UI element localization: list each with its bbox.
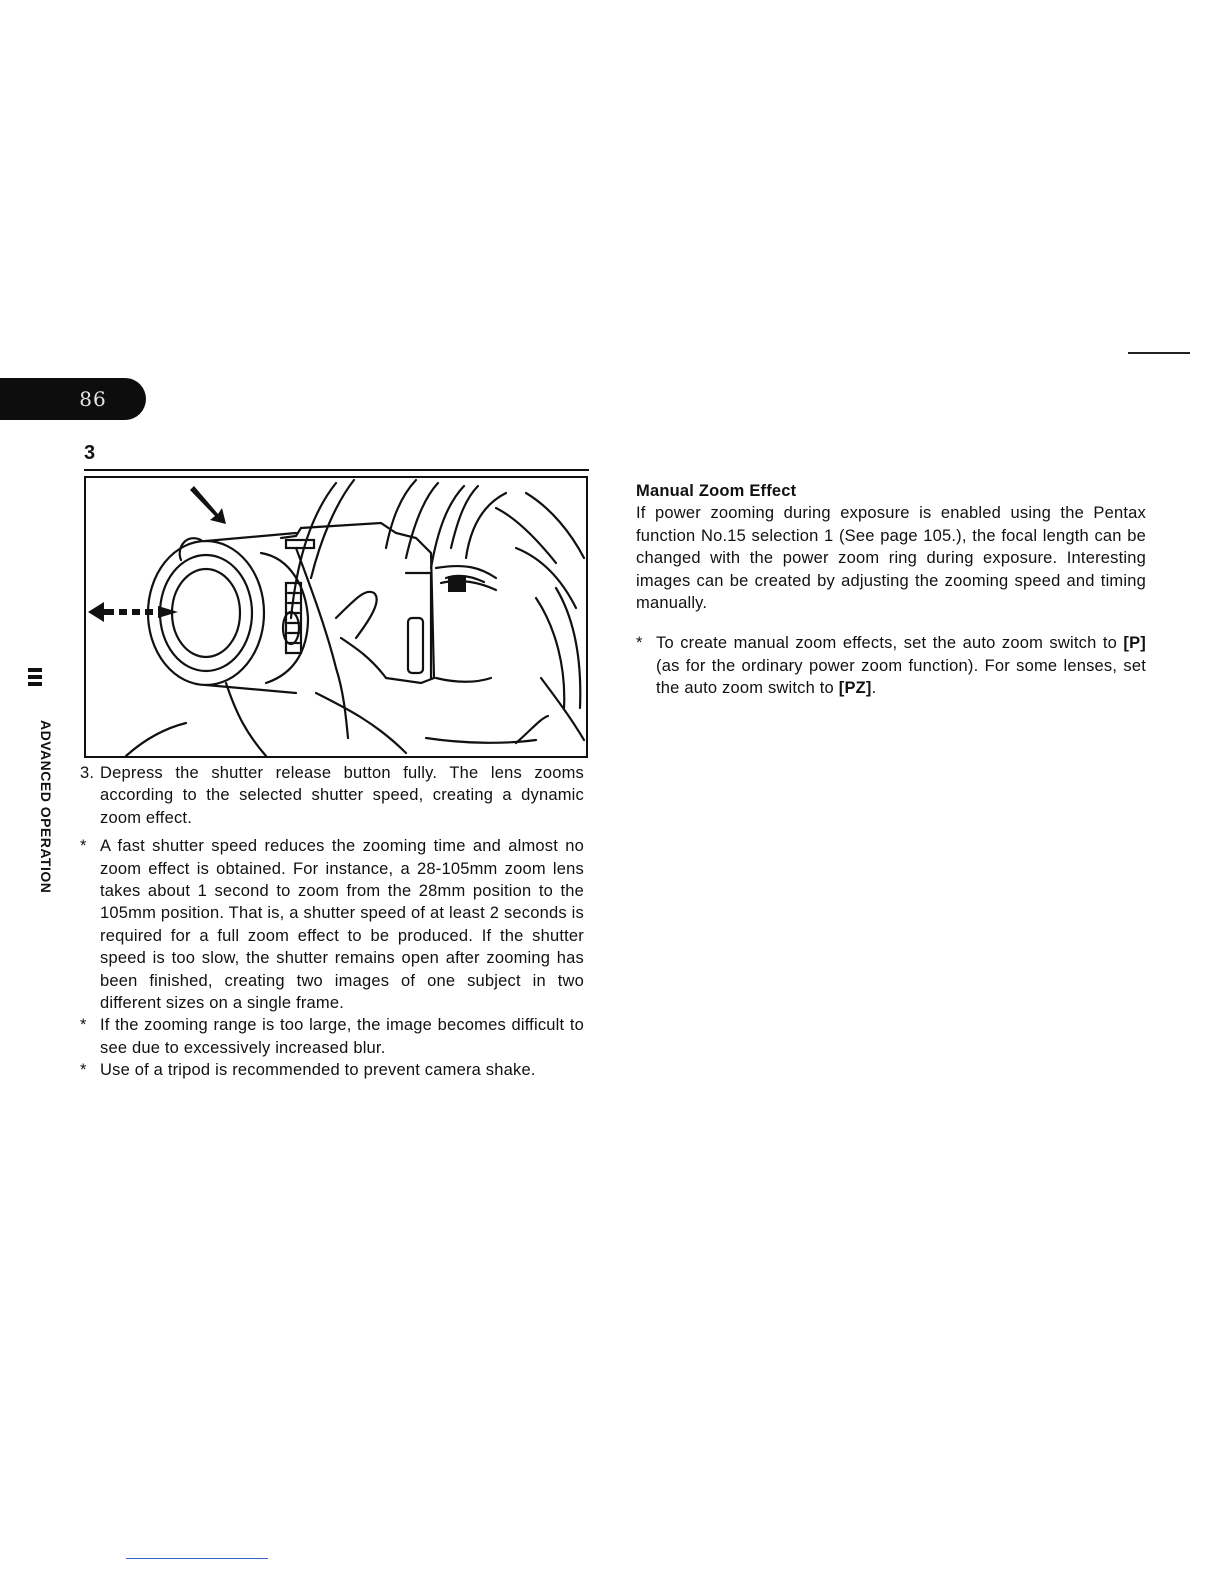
zoom-direction-arrow-icon (88, 602, 178, 622)
page-number: 86 (79, 387, 107, 411)
notes-list (80, 835, 584, 1081)
note-item (636, 632, 1146, 699)
note-item (80, 1059, 584, 1081)
eye (448, 576, 466, 592)
section-numeral-bars (28, 668, 42, 689)
note-text-middle: (as for the ordinary power zoom function). For some lenses, set the auto zoom switch to (656, 656, 1146, 698)
step-number: 3. (80, 764, 95, 782)
note-text-end: . (871, 679, 877, 698)
switch-position-pz: [PZ] (838, 679, 872, 698)
section-paragraph: If power zooming during exposure is enabled using the Pentax function No.15 selection 1 (See page 105.), the focal length can be changed with the power zoom ring during exposure. Interesting images can be created by adjusting the zooming speed and timing manually. (636, 504, 1146, 613)
photographer-drawing (86, 478, 586, 756)
note-item (80, 1014, 584, 1059)
shutter-press-arrow-icon (190, 486, 226, 524)
right-column (636, 480, 1146, 700)
note-text: If the zooming range is too large, the image becomes difficult to see due to excessively increased blur. (100, 1016, 584, 1057)
left-column (80, 762, 584, 1082)
note-item (80, 835, 584, 1014)
bullet-asterisk: * (80, 1061, 87, 1080)
bullet-asterisk: * (80, 1016, 87, 1035)
top-rule (1128, 352, 1190, 354)
note-text: A fast shutter speed reduces the zooming time and almost no zoom effect is obtained. For instance, a 28-105mm zoom lens takes about 1 second to zoom from the 28mm position to the 105mm position. That is, a shutter speed of at least 2 seconds is required for a full zoom effect to be produced. If the shutter speed is too slow, the shutter remains open after zooming has been finished, creating two images of one subject in two different sizes on a single frame. (100, 837, 584, 1013)
step-text: Depress the shutter release button fully. The lens zooms according to the selected shutter speed, creating a dynamic zoom effect. (100, 764, 584, 827)
bottom-rule (126, 1558, 268, 1559)
step-3 (80, 762, 584, 829)
note-text: Use of a tripod is recommended to prevent camera shake. (100, 1061, 536, 1080)
figure-label: 3 (84, 442, 96, 464)
camera-illustration (84, 476, 588, 758)
section-label: ADVANCED OPERATION (38, 720, 54, 894)
switch-position-p: [P] (1123, 634, 1146, 653)
figure-rule (84, 469, 589, 471)
bullet-asterisk: * (80, 837, 87, 856)
bullet-asterisk: * (636, 634, 643, 653)
note-text-start: To create manual zoom effects, set the auto zoom switch to (656, 634, 1117, 653)
section-heading: Manual Zoom Effect (636, 482, 797, 500)
